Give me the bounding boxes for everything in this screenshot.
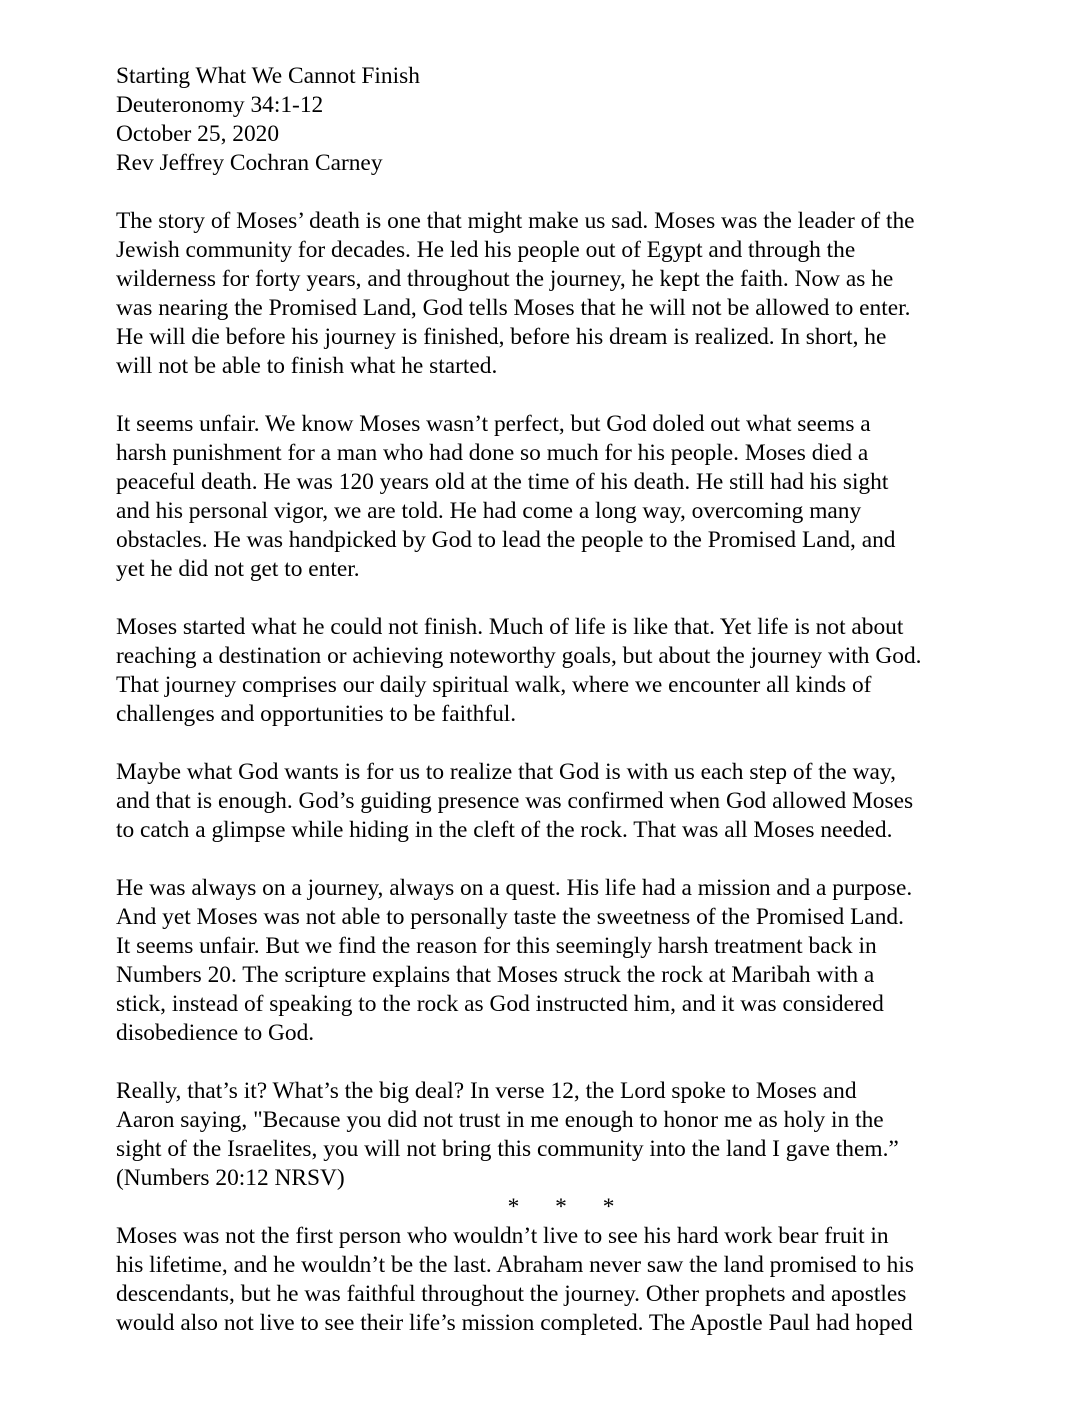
sermon-header (116, 62, 976, 178)
paragraph-line: challenges and opportunities to be faithful. (116, 701, 517, 727)
paragraph-line: would also not live to see their life’s mission completed. The Apostle Paul had hoped (116, 1310, 913, 1336)
paragraph-line: Maybe what God wants is for us to realize that God is with us each step of the way, (116, 759, 896, 785)
paragraph-5 (116, 874, 976, 1048)
paragraph-line: Really, that’s it? What’s the big deal? In verse 12, the Lord spoke to Moses and (116, 1078, 857, 1104)
paragraph-line: was nearing the Promised Land, God tells Moses that he will not be allowed to enter. (116, 295, 911, 321)
paragraph-line: (Numbers 20:12 NRSV) (116, 1165, 345, 1191)
paragraph-line: wilderness for forty years, and throughout the journey, he kept the faith. Now as he (116, 266, 894, 292)
paragraph-1 (116, 207, 976, 381)
sermon-date: October 25, 2020 (116, 121, 280, 147)
paragraph-line: The story of Moses’ death is one that might make us sad. Moses was the leader of the (116, 208, 915, 234)
paragraph-3 (116, 613, 976, 729)
paragraph-6 (116, 1077, 976, 1193)
section-separator: * * * (507, 1194, 615, 1220)
paragraph-line: And yet Moses was not able to personally taste the sweetness of the Promised Land. (116, 904, 904, 930)
paragraph-line: and his personal vigor, we are told. He had come a long way, overcoming many (116, 498, 862, 524)
paragraph-line: He was always on a journey, always on a quest. His life had a mission and a purpose. (116, 875, 913, 901)
paragraph-line: Numbers 20. The scripture explains that Moses struck the rock at Maribah with a (116, 962, 875, 988)
paragraph-line: sight of the Israelites, you will not bring this community into the land I gave them.” (116, 1136, 899, 1162)
paragraph-line: Moses was not the first person who wouldn’t live to see his hard work bear fruit in (116, 1223, 889, 1249)
paragraph-line: yet he did not get to enter. (116, 556, 360, 582)
paragraph-line: disobedience to God. (116, 1020, 315, 1046)
paragraph-line: That journey comprises our daily spiritual walk, where we encounter all kinds of (116, 672, 872, 698)
paragraph-line: peaceful death. He was 120 years old at the time of his death. He still had his sight (116, 469, 889, 495)
paragraph-line: It seems unfair. But we find the reason for this seemingly harsh treatment back in (116, 933, 877, 959)
paragraph-2 (116, 410, 976, 584)
paragraph-line: and that is enough. God’s guiding presence was confirmed when God allowed Moses (116, 788, 914, 814)
paragraph-final (116, 1222, 976, 1338)
paragraph-line: to catch a glimpse while hiding in the cleft of the rock. That was all Moses needed. (116, 817, 893, 843)
paragraph-line: Aaron saying, "Because you did not trust in me enough to honor me as holy in the (116, 1107, 884, 1133)
scripture-reference: Deuteronomy 34:1-12 (116, 92, 324, 118)
paragraph-line: stick, instead of speaking to the rock as God instructed him, and it was considered (116, 991, 884, 1017)
paragraph-line: his lifetime, and he wouldn’t be the last. Abraham never saw the land promised to his (116, 1252, 914, 1278)
sermon-title: Starting What We Cannot Finish (116, 63, 420, 89)
sermon-author: Rev Jeffrey Cochran Carney (116, 150, 383, 176)
paragraph-4 (116, 758, 976, 845)
paragraph-line: will not be able to finish what he started. (116, 353, 498, 379)
paragraph-line: obstacles. He was handpicked by God to lead the people to the Promised Land, and (116, 527, 896, 553)
paragraph-line: Moses started what he could not finish. Much of life is like that. Yet life is not about (116, 614, 904, 640)
paragraph-line: Jewish community for decades. He led his people out of Egypt and through the (116, 237, 856, 263)
paragraph-line: harsh punishment for a man who had done so much for his people. Moses died a (116, 440, 869, 466)
document-page (116, 62, 976, 1338)
paragraph-line: He will die before his journey is finished, before his dream is realized. In short, he (116, 324, 887, 350)
paragraph-line: It seems unfair. We know Moses wasn’t perfect, but God doled out what seems a (116, 411, 871, 437)
paragraph-line: reaching a destination or achieving noteworthy goals, but about the journey with God. (116, 643, 922, 669)
paragraph-line: descendants, but he was faithful throughout the journey. Other prophets and apostles (116, 1281, 907, 1307)
